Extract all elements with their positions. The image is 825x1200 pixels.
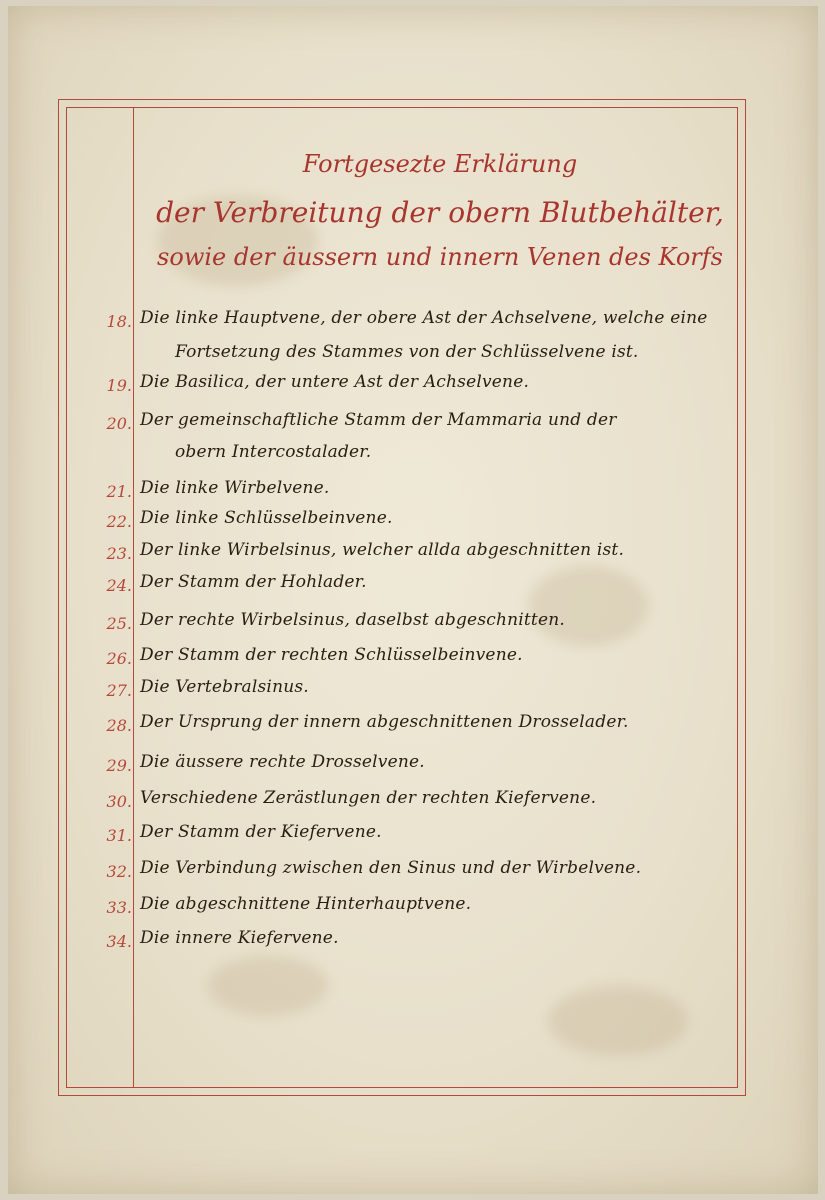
- entry-text: Die Vertebralsinus.: [140, 677, 309, 697]
- title-line-2: der Verbreitung der obern Blutbehälter,: [156, 196, 724, 229]
- entry-text: Die linke Wirbelvene.: [140, 478, 330, 498]
- entry-text: Die abgeschnittene Hinterhauptvene.: [140, 894, 472, 914]
- entry-number: 32.: [106, 862, 132, 881]
- entry-number: 33.: [106, 898, 132, 917]
- entry-number: 23.: [106, 544, 132, 563]
- entry-text: Der Stamm der Hohlader.: [140, 572, 367, 592]
- entry-number: 19.: [106, 376, 132, 395]
- entry-number: 20.: [106, 414, 132, 433]
- entry-text: Die innere Kiefervene.: [140, 928, 339, 948]
- entry-number: 28.: [106, 716, 132, 735]
- entry-text: Der linke Wirbelsinus, welcher allda abgeschnitten ist.: [140, 540, 625, 560]
- entry-number: 21.: [106, 482, 132, 501]
- entry-number: 24.: [106, 576, 132, 595]
- entry-number: 26.: [106, 649, 132, 668]
- entry-text: Die äussere rechte Drosselvene.: [140, 752, 425, 772]
- entry-text: Die Verbindung zwischen den Sinus und der Wirbelvene.: [140, 858, 642, 878]
- entry-text: Die linke Schlüsselbeinvene.: [140, 508, 393, 528]
- entry-text: Die Basilica, der untere Ast der Achselvene.: [140, 372, 530, 392]
- entry-number: 27.: [106, 681, 132, 700]
- entry-number: 30.: [106, 792, 132, 811]
- entry-number: 18.: [106, 312, 132, 331]
- entry-number: 25.: [106, 614, 132, 633]
- entry-text: Der rechte Wirbelsinus, daselbst abgeschnitten.: [140, 610, 565, 630]
- entry-number: 34.: [106, 932, 132, 951]
- entry-text: Die linke Hauptvene, der obere Ast der Achselvene, welche eine: [140, 308, 708, 328]
- entry-number: 29.: [106, 756, 132, 775]
- entry-text: Der gemeinschaftliche Stamm der Mammaria und der: [140, 410, 617, 430]
- entry-text: Der Stamm der Kiefervene.: [140, 822, 382, 842]
- entry-text: Verschiedene Zerästlungen der rechten Kiefervene.: [140, 788, 597, 808]
- entry-text-continued: Fortsetzung des Stammes von der Schlüsselvene ist.: [175, 342, 639, 362]
- margin-rule: [133, 107, 134, 1088]
- entry-number: 22.: [106, 512, 132, 531]
- title-line-3: sowie der äussern und innern Venen des Korfs: [157, 243, 723, 271]
- entry-number: 31.: [106, 826, 132, 845]
- entry-text: Der Ursprung der innern abgeschnittenen Drosselader.: [140, 712, 629, 732]
- entry-text: Der Stamm der rechten Schlüsselbeinvene.: [140, 645, 523, 665]
- title-line-1: Fortgesezte Erklärung: [302, 150, 578, 178]
- entry-text-continued: obern Intercostalader.: [175, 442, 372, 462]
